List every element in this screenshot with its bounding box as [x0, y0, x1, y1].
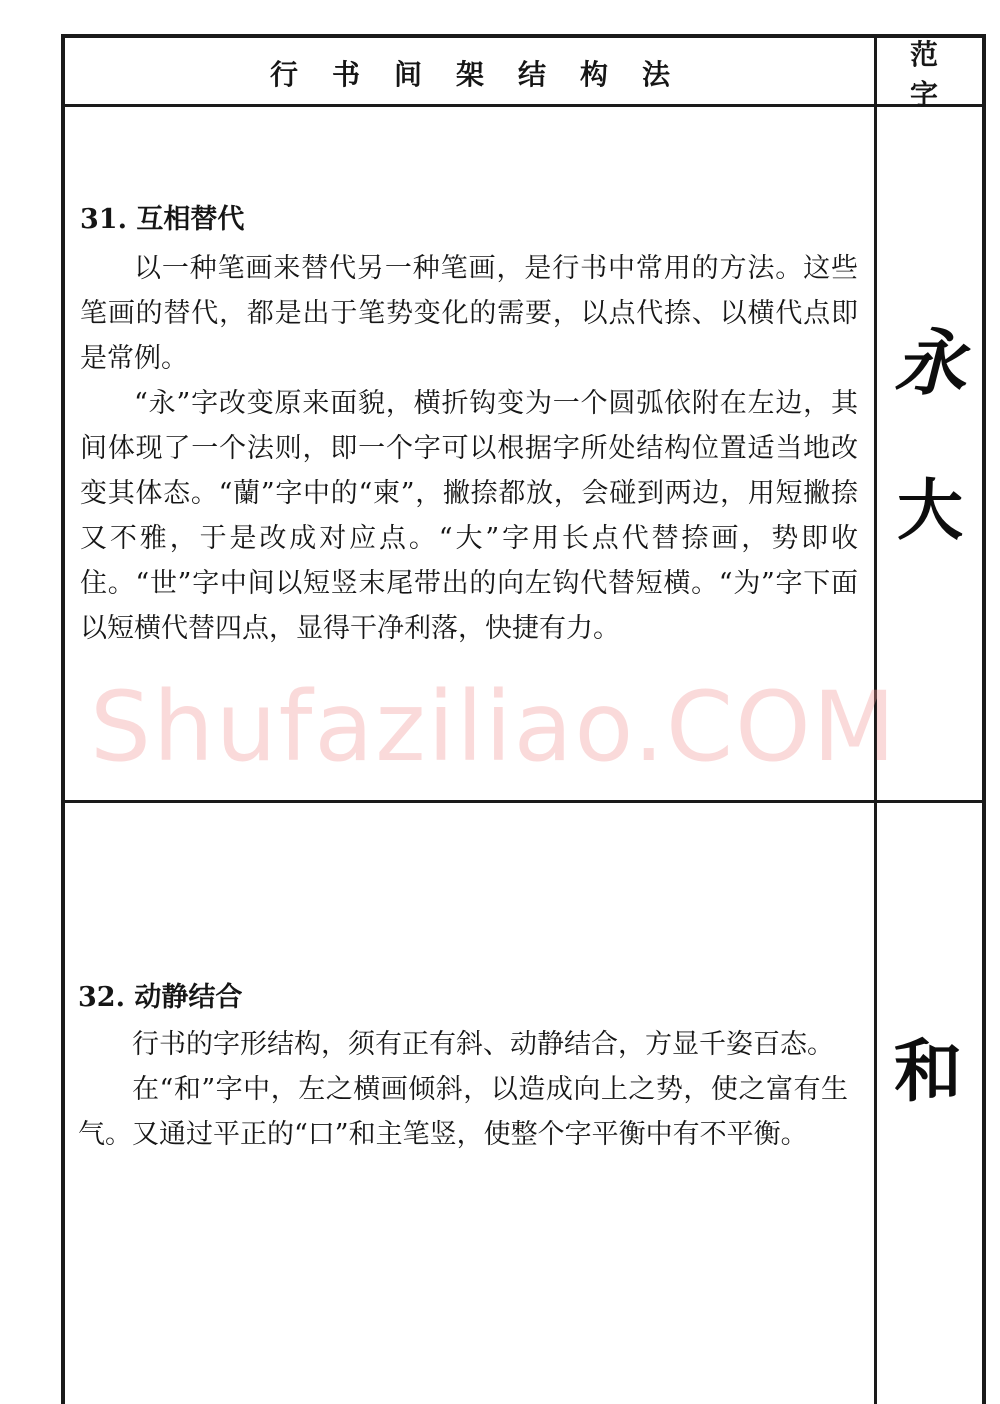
section-title: 31. 互相替代 [80, 204, 245, 235]
specimen-character: 和 [893, 1032, 962, 1112]
column-divider [874, 34, 877, 1404]
section-paragraph: 行书的字形结构，须有正有斜、动静结合，方显千姿百态。 [132, 1029, 834, 1060]
watermark: Shufaziliao.COM [90, 671, 898, 783]
section-title: 32. 动静结合 [78, 982, 243, 1013]
section-32 [78, 978, 848, 1157]
section-31 [80, 200, 858, 651]
specimen-character: 大 [897, 471, 963, 549]
section-paragraph: 以一种笔画来替代另一种笔画，是行书中常用的方法。这些笔画的替代，都是出于笔势变化的需要，以点代捺、以横代点即是常例。 [80, 253, 858, 374]
header-example-column: 范字 [910, 38, 969, 111]
section-paragraph: 在“和”字中，左之横画倾斜，以造成向上之势，使之富有生气。又通过平正的“口”和主笔竖，使整个字平衡中有不平衡。 [78, 1074, 848, 1150]
section-divider-rule [61, 800, 986, 803]
header-title: 行书间架结构法 [269, 58, 704, 91]
section-paragraph: “永”字改变原来面貌，横折钩变为一个圆弧依附在左边，其间体现了一个法则，即一个字可以根据字所处结构位置适当地改变其体态。“蘭”字中的“柬”，撇捺都放，会碰到两边，用短撇捺又不雅，于是改成对应点。“大”字用长点代替捺画，势即收住。“世”字中间以短竖末尾带出的向左钩代替短横。“为”字下面以短横代替四点，显得干净利落，快捷有力。 [80, 388, 858, 644]
specimen-character: 永 [893, 320, 966, 405]
